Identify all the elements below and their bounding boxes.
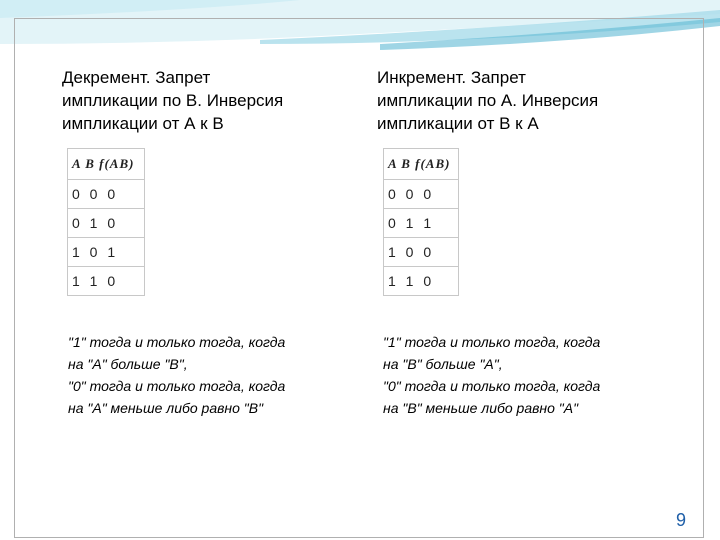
left-caption: "1" тогда и только тогда, когда на "А" больше "В", "0" тогда и только тогда, когда на "А" меньше либо равно "В"	[68, 334, 286, 416]
table-row: 1 1 0	[384, 267, 459, 296]
right-truth-table	[383, 148, 459, 296]
table-row: 1 1 0	[68, 267, 145, 296]
table-row: 0 1 0	[68, 209, 145, 238]
table-row: 1 0 1	[68, 238, 145, 267]
table-row: 0 0 0	[68, 180, 145, 209]
left-truth-table	[67, 148, 145, 296]
page-number: 9	[675, 510, 686, 530]
right-heading: Инкремент. Запрет импликации по А. Инверсия импликации от В к А	[377, 68, 599, 133]
table-header: A B f(AB)	[384, 149, 459, 180]
right-caption: "1" тогда и только тогда, когда на "В" больше "А", "0" тогда и только тогда, когда на "В" меньше либо равно "А"	[383, 334, 601, 416]
table-row: 0 0 0	[384, 180, 459, 209]
left-heading: Декремент. Запрет импликации по В. Инверсия импликации от А к В	[62, 68, 284, 133]
table-row: 0 1 1	[384, 209, 459, 238]
table-row: 1 0 0	[384, 238, 459, 267]
table-header: A B f(AB)	[68, 149, 145, 180]
